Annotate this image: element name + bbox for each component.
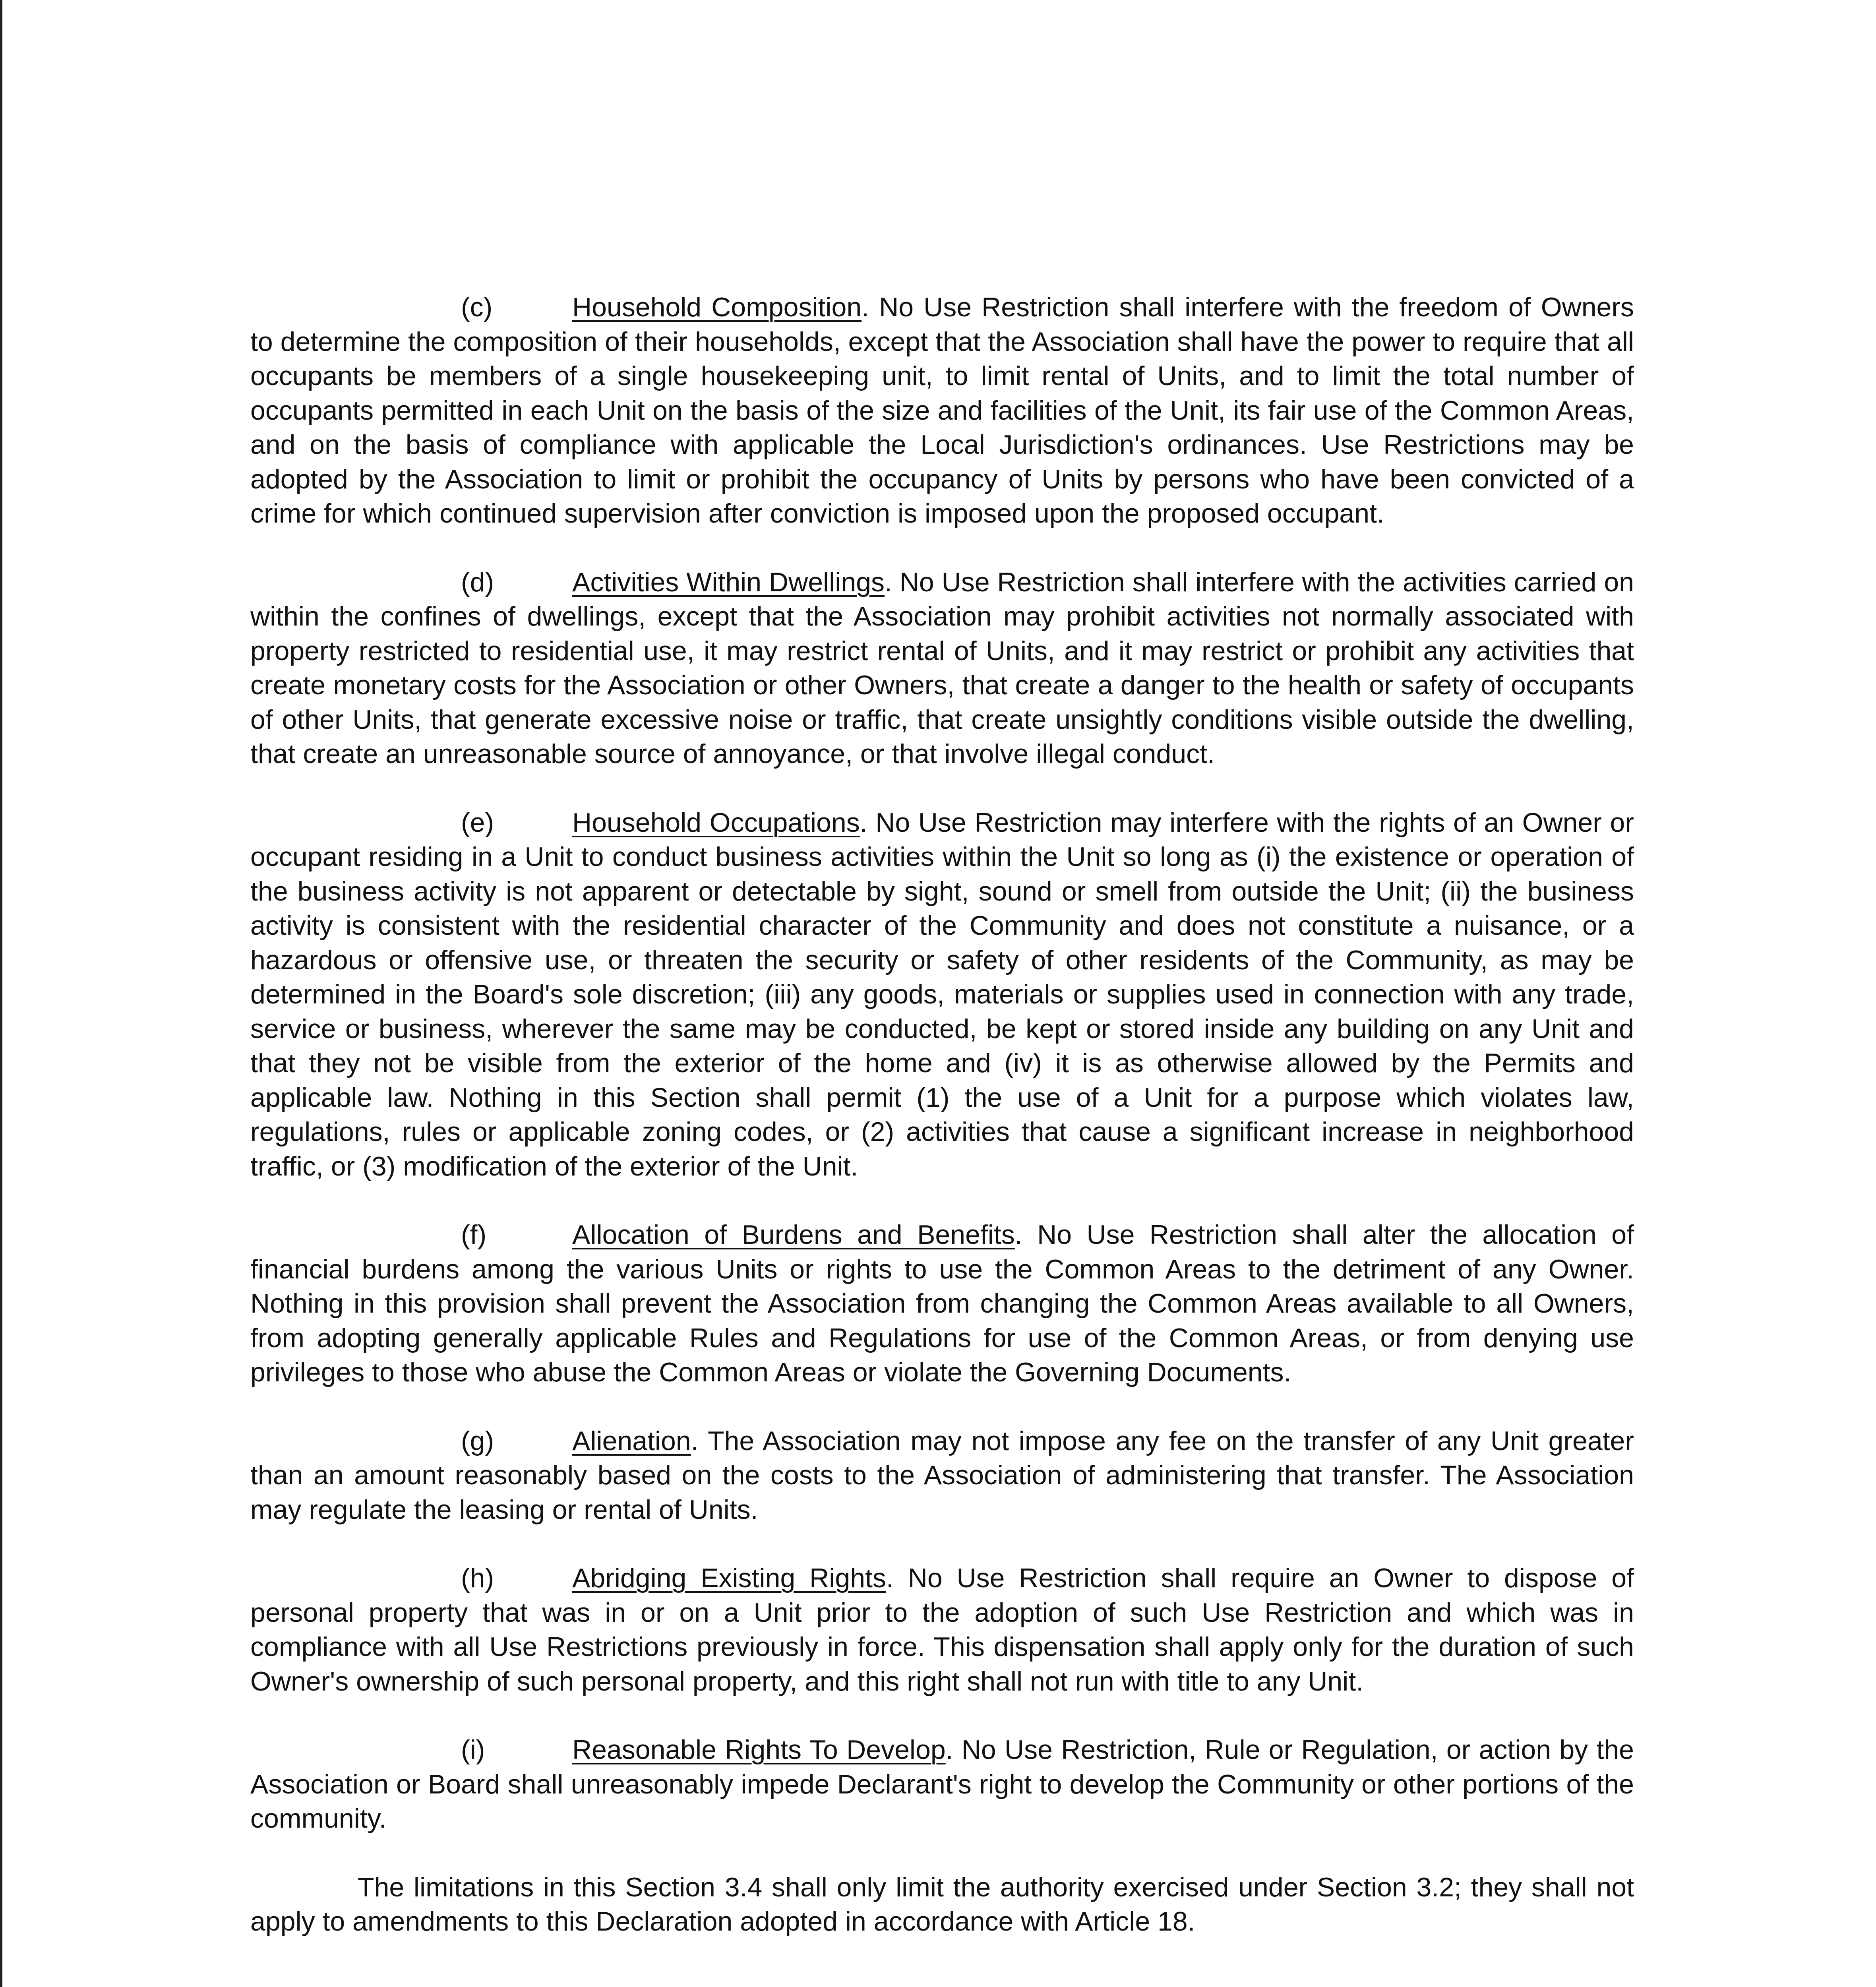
paragraph-body: . No Use Restriction, Rule or Regulation, or action by the Association or Board shall unreasonably impede Declarant's right to develop the Community or other portions of the community. <box>250 1735 1634 1834</box>
paragraph-f <box>250 1218 1634 1390</box>
paragraph-label: (i) <box>461 1735 485 1765</box>
paragraph-body: . No Use Restriction shall require an Owner to dispose of personal property that was in or on a Unit prior to the adoption of such Use Restriction and which was in compliance with all Use Restrictions previously in force. This dispensation shall apply only for the duration of such Owner's ownership of such personal property, and this right shall not run with title to any Unit. <box>250 1563 1634 1697</box>
paragraph-h <box>250 1561 1634 1698</box>
paragraph-e <box>250 806 1634 1184</box>
document-body <box>250 290 1634 1973</box>
closing-paragraph: The limitations in this Section 3.4 shall only limit the authority exercised under Section 3.2; they shall not apply to amendments to this Declaration adopted in accordance with Article 18. <box>250 1872 1634 1937</box>
paragraph-label: (e) <box>461 807 494 838</box>
paragraph-label: (h) <box>461 1563 494 1593</box>
paragraph-heading: Activities Within Dwellings <box>572 567 885 597</box>
paragraph-heading: Household Composition <box>572 292 862 322</box>
paragraph-body: . No Use Restriction may interfere with the rights of an Owner or occupant residing in a Unit to conduct business activities within the Unit so long as (i) the existence or operation of the business activity is not apparent or detectable by sight, sound or smell from outside the Unit; (ii) the business activity is consistent with the residential character of the Community and does not constitute a nuisance, or a hazardous or offensive use, or threaten the security or safety of other residents of the Community, as may be determined in the Board's sole discretion; (iii) any goods, materials or supplies used in connection with any trade, service or business, wherever the same may be conducted, be kept or stored inside any building on any Unit and that they not be visible from the exterior of the home and (iv) it is as otherwise allowed by the Permits and applicable law. Nothing in this Section shall permit (1) the use of a Unit for a purpose which violates law, regulations, rules or applicable zoning codes, or (2) activities that cause a significant increase in neighborhood traffic, or (3) modification of the exterior of the Unit. <box>250 807 1634 1181</box>
paragraph-body: . No Use Restriction shall interfere with the freedom of Owners to determine the composition of their households, except that the Association shall have the power to require that all occupants be members of a single housekeeping unit, to limit rental of Units, and to limit the total number of occupants permitted in each Unit on the basis of the size and facilities of the Unit, its fair use of the Common Areas, and on the basis of compliance with applicable the Local Jurisdiction's ordinances. Use Restrictions may be adopted by the Association to limit or prohibit the occupancy of Units by persons who have been convicted of a crime for which continued supervision after conviction is imposed upon the proposed occupant. <box>250 292 1634 529</box>
paragraph-d <box>250 565 1634 771</box>
paragraph-c <box>250 290 1634 531</box>
scan-left-edge <box>0 0 2 1987</box>
paragraph-heading: Reasonable Rights To Develop <box>572 1735 946 1765</box>
paragraph-label: (f) <box>461 1220 487 1250</box>
paragraph-label: (g) <box>461 1425 494 1456</box>
paragraph-heading: Household Occupations <box>572 807 860 838</box>
paragraph-i <box>250 1733 1634 1836</box>
paragraph-label: (d) <box>461 567 494 597</box>
paragraph-heading: Abridging Existing Rights <box>572 1563 886 1593</box>
paragraph-heading: Allocation of Burdens and Benefits <box>572 1220 1015 1250</box>
paragraph-body: . No Use Restriction shall alter the allocation of financial burdens among the various Units or rights to use the Common Areas to the detriment of any Owner. Nothing in this provision shall prevent the Association from changing the Common Areas available to all Owners, from adopting generally applicable Rules and Regulations for use of the Common Areas, or from denying use privileges to those who abuse the Common Areas or violate the Governing Documents. <box>250 1220 1634 1387</box>
paragraph-body: . The Association may not impose any fee on the transfer of any Unit greater than an amount reasonably based on the costs to the Association of administering that transfer. The Association may regulate the leasing or rental of Units. <box>250 1425 1634 1525</box>
paragraph-label: (c) <box>461 292 493 322</box>
paragraph-heading: Alienation <box>572 1425 691 1456</box>
paragraph-g <box>250 1424 1634 1527</box>
paragraph-body: . No Use Restriction shall interfere with the activities carried on within the confines of dwellings, except that the Association may prohibit activities not normally associated with property restricted to residential use, it may restrict rental of Units, and it may restrict or prohibit any activities that create monetary costs for the Association or other Owners, that create a danger to the health or safety of occupants of other Units, that generate excessive noise or traffic, that create unsightly conditions visible outside the dwelling, that create an unreasonable source of annoyance, or that involve illegal conduct. <box>250 567 1634 769</box>
